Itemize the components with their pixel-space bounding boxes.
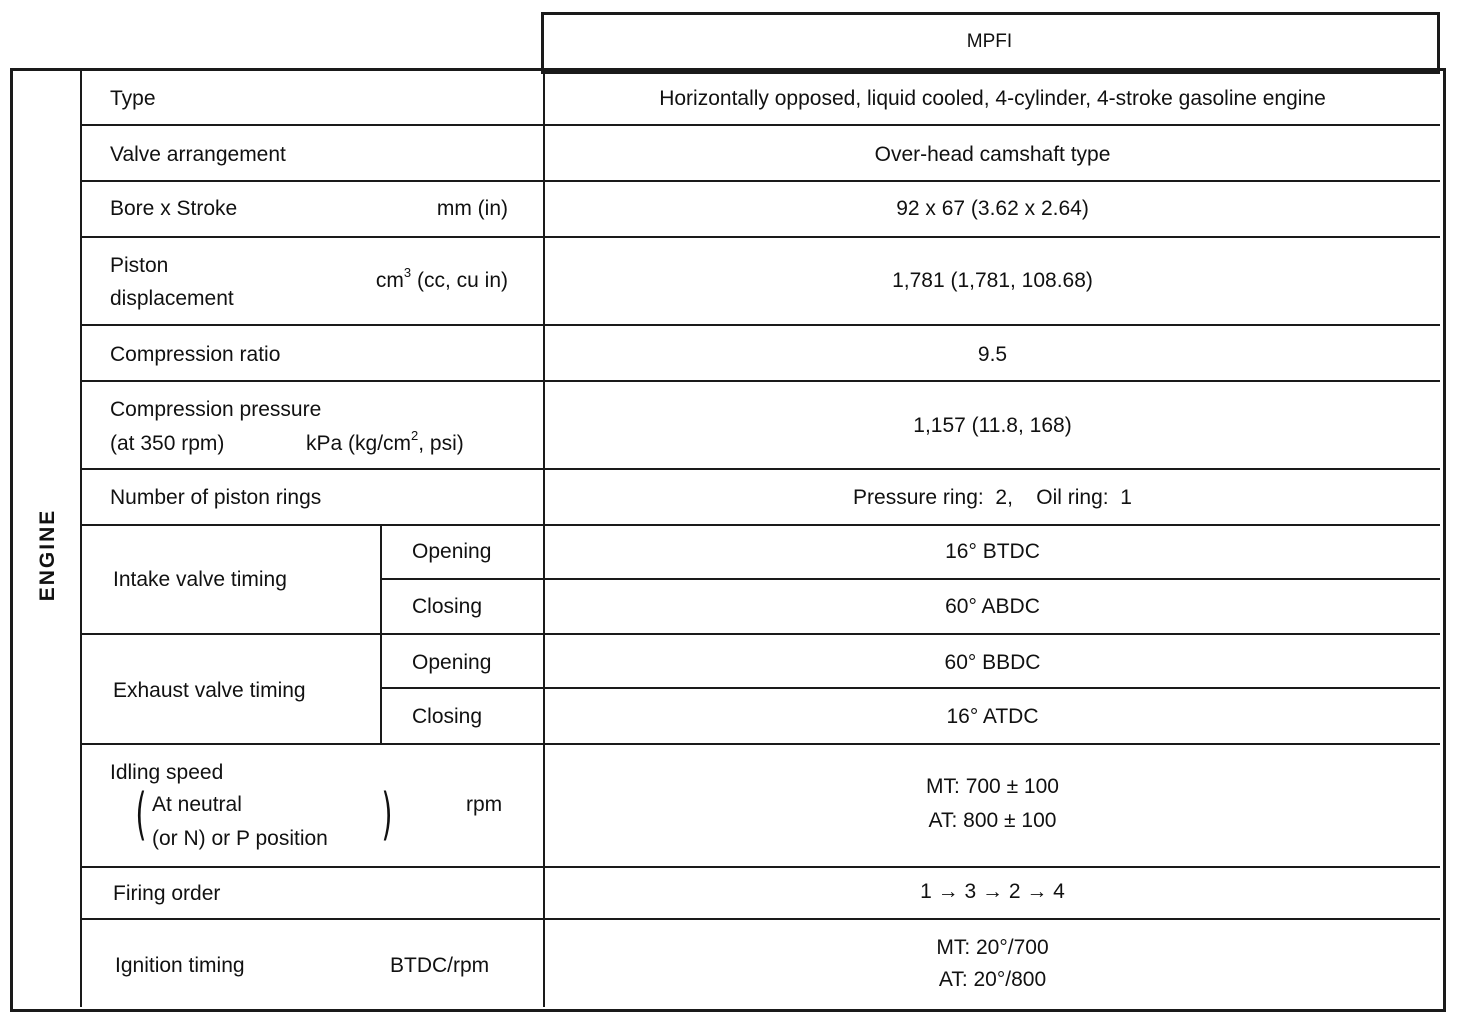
right-paren: ) xyxy=(381,782,393,847)
row-label-piston-line2: displacement xyxy=(110,287,234,310)
row-label-compression-ratio: Compression ratio xyxy=(110,343,281,366)
row-value-compression-ratio: 9.5 xyxy=(977,343,1008,366)
idling-value-at: AT: 800 ± 100 xyxy=(928,809,1057,832)
exhaust-closing-value: 16° ATDC xyxy=(946,705,1039,728)
intake-closing-value: 60° ABDC xyxy=(945,595,1040,618)
exhaust-closing-label: Closing xyxy=(412,705,483,728)
divider xyxy=(80,633,1440,635)
divider xyxy=(80,743,1440,745)
intake-opening-value: 16° BTDC xyxy=(945,540,1040,563)
row-label-intake-timing: Intake valve timing xyxy=(113,568,287,591)
row-label-firing-order: Firing order xyxy=(113,882,221,905)
row-unit-piston-displacement: $cm^3$ (cc, cu in) xyxy=(375,265,508,292)
row-unit-idling-speed: rpm xyxy=(466,793,503,816)
divider xyxy=(80,468,1440,470)
row-label-compression-pressure-line1: Compression pressure xyxy=(110,398,322,421)
exhaust-opening-value: 60° BBDC xyxy=(944,651,1041,674)
row-label-bore-stroke: Bore x Stroke xyxy=(110,197,238,220)
idling-condition-line1: At neutral xyxy=(152,793,242,816)
idling-condition-line2: (or N) or P position xyxy=(152,827,328,850)
row-unit-bore-stroke: mm (in) xyxy=(436,197,508,220)
row-label-ignition-timing: Ignition timing xyxy=(115,954,245,977)
row-label-piston-rings: Number of piston rings xyxy=(110,486,322,509)
row-value-compression-pressure: 1,157 (11.8, 168) xyxy=(913,414,1072,437)
row-unit-ignition-timing: BTDC/rpm xyxy=(390,954,490,977)
row-value-firing-order: 1 → 3 → 2 → 4 xyxy=(920,880,1065,903)
exhaust-opening-label: Opening xyxy=(412,651,492,674)
row-label-exhaust-timing: Exhaust valve timing xyxy=(113,679,306,702)
row-label-compression-pressure-line2: (at 350 rpm) xyxy=(110,432,225,455)
divider xyxy=(80,180,1440,182)
row-value-bore-stroke: 92 x 67 (3.62 x 2.64) xyxy=(896,197,1089,220)
row-value-type: Horizontally opposed, liquid cooled, 4-cylinder, 4-stroke gasoline engine xyxy=(659,87,1326,110)
intake-opening-label: Opening xyxy=(412,540,492,563)
row-value-piston-rings: Pressure ring: 2, Oil ring: 1 xyxy=(853,486,1132,509)
divider xyxy=(80,124,1440,126)
row-unit-compression-pressure: kPa ($kg/cm^2$, psi) xyxy=(306,428,464,455)
divider xyxy=(380,578,1440,580)
divider xyxy=(80,380,1440,382)
ignition-value-at: AT: 20°/800 xyxy=(938,968,1047,991)
intake-closing-label: Closing xyxy=(412,595,483,618)
row-label-valve-arrangement: Valve arrangement xyxy=(110,143,286,166)
column-title: MPFI xyxy=(966,31,1013,52)
divider xyxy=(80,324,1440,326)
divider xyxy=(80,866,1440,868)
ignition-value-mt: MT: 20°/700 xyxy=(936,936,1049,959)
divider xyxy=(80,524,1440,526)
idling-value-mt: MT: 700 ± 100 xyxy=(926,775,1059,798)
divider xyxy=(80,236,1440,238)
row-label-idling-speed: Idling speed xyxy=(110,761,224,784)
left-paren: ( xyxy=(135,782,147,847)
row-label-type: Type xyxy=(110,87,156,110)
row-label-piston-line1: Piston xyxy=(110,254,169,277)
row-value-valve-arrangement: Over-head camshaft type xyxy=(874,143,1111,166)
divider xyxy=(380,687,1440,689)
row-value-piston-displacement: 1,781 (1,781, 108.68) xyxy=(892,269,1093,292)
divider xyxy=(80,918,1440,920)
